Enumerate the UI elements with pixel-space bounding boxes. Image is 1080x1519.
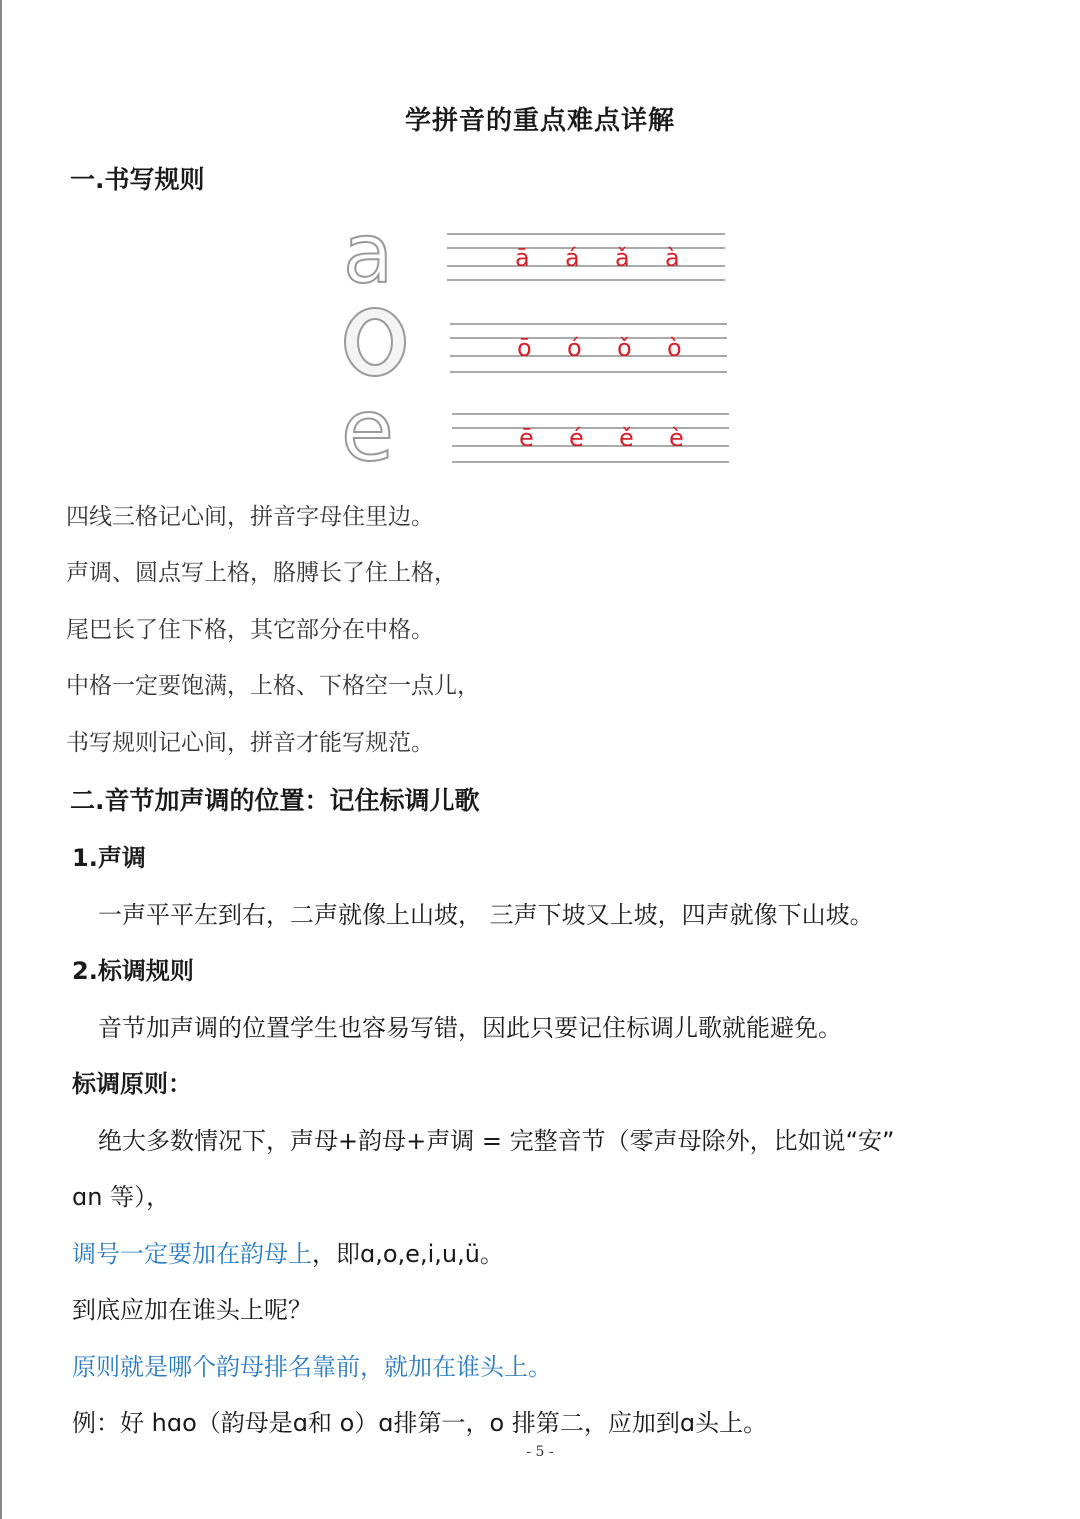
rhyme-line-4: 中格一定要饱满，上格、下格空一点儿， [66, 673, 480, 699]
tone-e-4: è [669, 424, 684, 452]
rhyme-line-2: 声调、圆点写上格，胳膊长了住上格， [66, 560, 457, 586]
tone-e-3: ě [619, 424, 634, 452]
rhyme-line-1: 四线三格记心间，拼音字母住里边。 [66, 504, 434, 530]
tone-a-1: ā [515, 244, 530, 272]
principle-heading: 标调原则： [72, 1070, 192, 1098]
tone-a-3: ǎ [615, 244, 630, 272]
letter-a-row [343, 207, 725, 302]
tone-a-2: á [565, 244, 580, 272]
letter-o-row [345, 308, 727, 376]
principle-line-3-rest: ，即ɑ,o,e,i,u,ü。 [312, 1240, 504, 1268]
tone-e-1: ē [519, 424, 534, 452]
rhyme-line-5: 书写规则记心间，拼音才能写规范。 [66, 730, 434, 756]
tone-o-2: ó [567, 334, 582, 362]
page-title: 学拼音的重点难点详解 [404, 106, 675, 136]
tone-a-4: à [665, 244, 680, 272]
principle-line-3-highlight: 调号一定要加在韵母上 [72, 1240, 312, 1268]
principle-line-1: 绝大多数情况下，声母+韵母+声调 = 完整音节（零声母除外，比如说“安” [98, 1127, 895, 1155]
letter-e-row [341, 381, 729, 480]
principle-line-4: 到底应加在谁头上呢？ [72, 1296, 312, 1324]
sub1-heading: 1.声调 [72, 844, 146, 872]
rhyme-line-3: 尾巴长了住下格，其它部分在中格。 [66, 617, 434, 643]
principle-example: 例：好 hɑo（韵母是ɑ和 o）ɑ排第一，o 排第二，应加到ɑ头上。 [72, 1409, 768, 1437]
principle-line-3 [72, 1234, 504, 1269]
principle-line-2: ɑn 等）， [72, 1183, 171, 1211]
letter-a-outline: a [343, 207, 394, 302]
page-left-edge [0, 0, 2, 1519]
tone-o-1: ō [517, 334, 532, 362]
section2-heading: 二.音节加声调的位置：记住标调儿歌 [70, 786, 480, 815]
tone-e-2: é [569, 424, 584, 452]
tone-description: 一声平平左到右，二声就像上山坡， 三声下坡又上坡，四声就像下山坡。 [98, 901, 874, 929]
page-number: - 5 - [526, 1444, 554, 1460]
sub2-heading: 2.标调规则 [72, 957, 194, 985]
section1-heading: 一.书写规则 [70, 165, 205, 194]
letter-e-outline: e [341, 381, 394, 480]
tone-o-4: ò [667, 334, 682, 362]
tone-o-3: ǒ [617, 334, 632, 362]
principle-line-5: 原则就是哪个韵母排名靠前，就加在谁头上。 [72, 1353, 552, 1381]
four-line-grid-figure [335, 204, 745, 480]
tone-rule-text: 音节加声调的位置学生也容易写错，因此只要记住标调儿歌就能避免。 [98, 1014, 842, 1042]
